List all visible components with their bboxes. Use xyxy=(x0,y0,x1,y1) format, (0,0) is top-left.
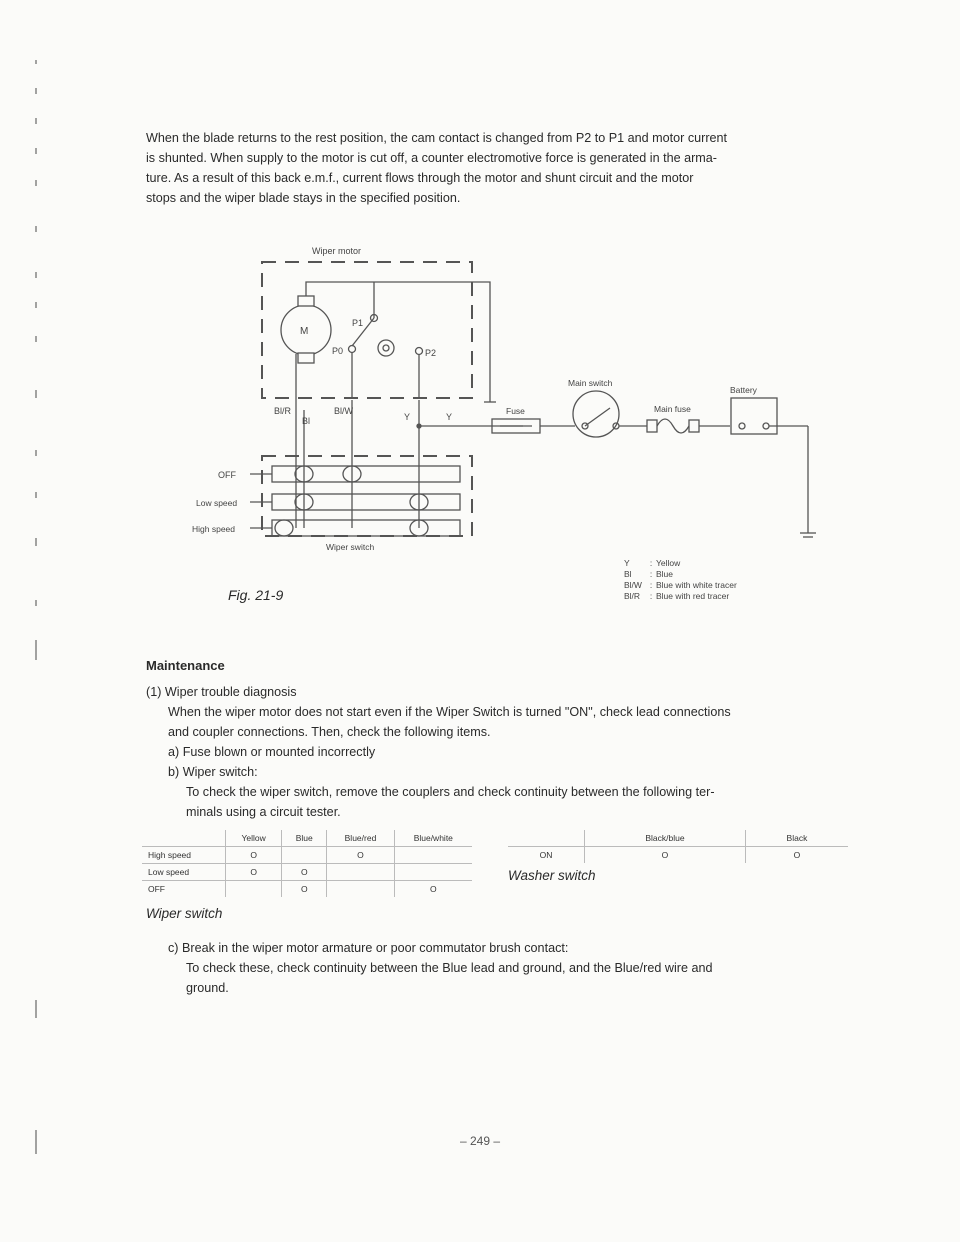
table-cell: O xyxy=(282,864,327,881)
table-row xyxy=(142,881,472,898)
table-cell xyxy=(142,830,226,847)
item-c: c) Break in the wiper motor armature or poor commutator brush contact: xyxy=(168,941,569,955)
maintenance-heading: Maintenance xyxy=(146,658,225,673)
legend-sep: : xyxy=(649,569,653,579)
item-b: b) Wiper switch: xyxy=(168,765,258,779)
legend-desc: Blue with white tracer xyxy=(656,580,737,590)
table-cell xyxy=(394,847,472,864)
label-wiper-switch: Wiper switch xyxy=(326,542,375,552)
intro-line: When the blade returns to the rest position, the cam contact is changed from P2 to P1 and motor current xyxy=(146,131,728,145)
washer-switch-table xyxy=(508,830,848,863)
table-row xyxy=(142,864,472,881)
table-header: Blue xyxy=(282,830,327,847)
label-main-fuse: Main fuse xyxy=(654,404,691,414)
table-cell: O xyxy=(327,847,394,864)
intro-line: is shunted. When supply to the motor is cut off, a counter electromotive force is generated in the arma- xyxy=(146,151,717,165)
table-row xyxy=(142,847,472,864)
row-label: ON xyxy=(508,847,585,864)
table-cell xyxy=(508,830,585,847)
table-cell xyxy=(394,864,472,881)
label-fuse: Fuse xyxy=(506,406,525,416)
table-cell xyxy=(327,864,394,881)
legend-row xyxy=(624,558,737,569)
table-cell: O xyxy=(394,881,472,898)
table-header-row xyxy=(508,830,848,847)
table-header: Yellow xyxy=(226,830,282,847)
legend-desc: Blue with red tracer xyxy=(656,591,730,601)
legend-code: Bl/W xyxy=(624,580,642,590)
table-header-row xyxy=(142,830,472,847)
label-bl-r: Bl/R xyxy=(274,406,292,416)
label-low-speed: Low speed xyxy=(196,498,238,508)
intro-line: ture. As a result of this back e.m.f., current flows through the motor and shunt circuit and the motor xyxy=(146,171,694,185)
label-off: OFF xyxy=(218,470,236,480)
legend-sep: : xyxy=(649,558,653,568)
table-row xyxy=(508,847,848,864)
row-label: High speed xyxy=(142,847,226,864)
table-header: Blue/red xyxy=(327,830,394,847)
legend-row xyxy=(624,580,737,591)
table-header: Black/blue xyxy=(585,830,746,847)
legend-row xyxy=(624,569,737,580)
legend-sep: : xyxy=(649,591,653,601)
main-switch-symbol xyxy=(573,391,619,437)
legend-sep: : xyxy=(649,580,653,590)
table-cell: O xyxy=(282,881,327,898)
page-number: – 249 – xyxy=(459,1134,501,1148)
item-c-body-line: To check these, check continuity between the Blue lead and ground, and the Blue/red wire and xyxy=(186,961,713,975)
wiper-switch-box xyxy=(262,456,472,536)
label-high-speed: High speed xyxy=(192,524,236,534)
cam-symbol xyxy=(378,340,394,356)
washer-table-caption: Washer switch xyxy=(508,868,596,883)
label-bl-w: Bl/W xyxy=(334,406,353,416)
item-1-body-line: When the wiper motor does not start even if the Wiper Switch is turned "ON", check lead connections xyxy=(168,705,731,719)
item-a: a) Fuse blown or mounted incorrectly xyxy=(168,745,376,759)
label-y2: Y xyxy=(446,412,453,422)
row-label: Low speed xyxy=(142,864,226,881)
intro-line: stops and the wiper blade stays in the specified position. xyxy=(146,191,461,205)
table-cell: O xyxy=(585,847,746,864)
item-1-body-line: and coupler connections. Then, check the following items. xyxy=(168,725,491,739)
label-p1: P1 xyxy=(352,318,364,328)
legend-row xyxy=(624,591,737,602)
label-y1: Y xyxy=(404,412,411,422)
label-p2: P2 xyxy=(425,348,437,358)
item-b-body-line: To check the wiper switch, remove the couplers and check continuity between the following ter- xyxy=(186,785,715,799)
label-battery: Battery xyxy=(730,385,757,395)
legend-desc: Yellow xyxy=(656,558,681,568)
table-cell xyxy=(327,881,394,898)
item-c-body-line: ground. xyxy=(186,981,229,995)
figure-caption: Fig. 21-9 xyxy=(228,587,284,603)
table-header: Black xyxy=(745,830,848,847)
label-bl: Bl xyxy=(302,416,311,426)
wiper-table-caption: Wiper switch xyxy=(146,906,223,921)
table-cell: O xyxy=(226,847,282,864)
table-header: Blue/white xyxy=(394,830,472,847)
table-cell xyxy=(226,881,282,898)
item-b-body-line: minals using a circuit tester. xyxy=(186,805,341,819)
label-p0: P0 xyxy=(332,346,344,356)
label-main-switch: Main switch xyxy=(568,378,613,388)
item-1-title: (1) Wiper trouble diagnosis xyxy=(146,685,297,699)
wiper-switch-table xyxy=(142,830,472,897)
label-motor: M xyxy=(300,326,309,337)
table-cell: O xyxy=(745,847,848,864)
wire-color-legend xyxy=(624,558,737,602)
row-label: OFF xyxy=(142,881,226,898)
legend-code: Y xyxy=(624,558,630,568)
table-cell: O xyxy=(226,864,282,881)
label-wiper-motor: Wiper motor xyxy=(312,246,362,256)
table-cell xyxy=(282,847,327,864)
battery-symbol xyxy=(731,398,777,434)
legend-desc: Blue xyxy=(656,569,674,579)
legend-code: Bl/R xyxy=(624,591,641,601)
legend-code: Bl xyxy=(624,569,632,579)
